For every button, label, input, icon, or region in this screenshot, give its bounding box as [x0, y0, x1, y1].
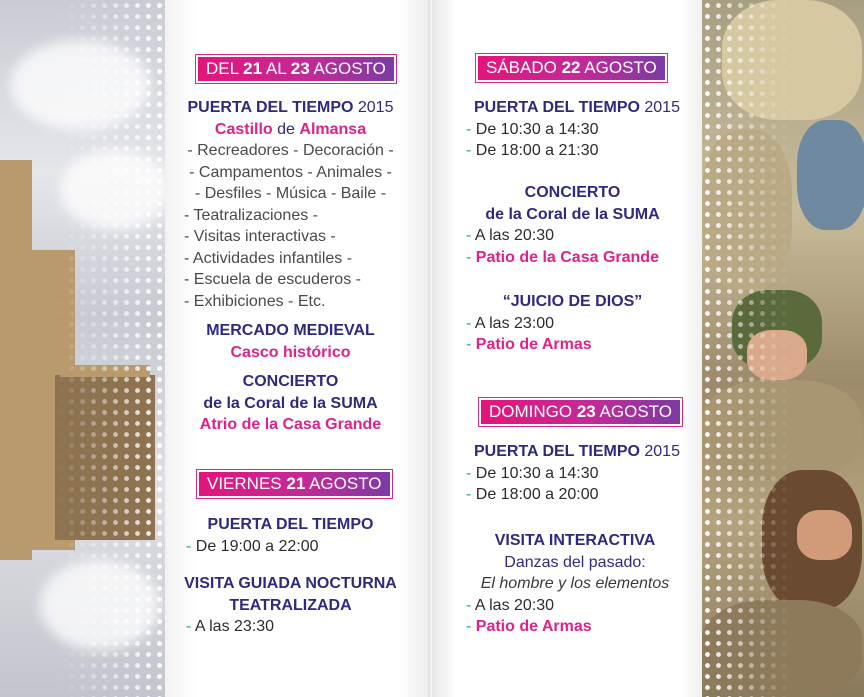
event-tagline: El hombre y los elementos	[480, 575, 670, 592]
event-title: TEATRALIZADA	[229, 596, 352, 614]
event-place: Atrio de la Casa Grande	[199, 416, 382, 433]
activity-item: - Actividades infantiles -	[184, 249, 353, 267]
event-time: De 18:00 a 20:00	[475, 486, 599, 503]
banner-text: AGOSTO	[595, 402, 672, 421]
dash: -	[466, 596, 475, 614]
event-time: A las 23:30	[194, 618, 275, 635]
dash: -	[186, 618, 195, 635]
date-banner-21-23	[198, 57, 394, 81]
banner-day: 21	[286, 474, 306, 493]
dash: -	[466, 120, 476, 138]
activity-item: - Escuela de escuderos -	[184, 271, 361, 288]
event-title: PUERTA DEL TIEMPO	[207, 516, 374, 533]
activity-item: - Recreadores - Decoración -	[187, 142, 394, 159]
event-title: PUERTA DEL TIEMPO	[187, 99, 354, 116]
event-concierto	[168, 371, 413, 436]
dash: -	[466, 248, 476, 266]
event-year: 2015	[639, 443, 680, 460]
event-title: VISITA GUIADA NOCTURNA	[184, 575, 397, 592]
event-time: De 18:00 a 21:30	[475, 142, 599, 159]
activity-item: - Campamentos - Animales -	[189, 163, 392, 181]
event-time: De 10:30 a 14:30	[475, 120, 599, 138]
banner-day: 21	[243, 59, 263, 78]
banner-text: AGOSTO	[305, 474, 382, 493]
dash: -	[466, 618, 476, 635]
place-almansa: Almansa	[299, 120, 367, 138]
dash: -	[466, 142, 476, 159]
castle-photo	[0, 0, 165, 697]
place-castillo: Castillo	[214, 120, 273, 138]
event-title: CONCIERTO	[242, 373, 339, 390]
dash: -	[466, 227, 475, 244]
dash: -	[186, 537, 196, 555]
event-time: De 19:00 a 22:00	[195, 537, 319, 555]
event-puerta-viernes	[168, 514, 413, 557]
dash: -	[466, 336, 476, 353]
event-place: Patio de Armas	[475, 618, 592, 635]
event-year: 2015	[353, 99, 394, 116]
date-banner-viernes	[199, 472, 390, 496]
event-title: PUERTA DEL TIEMPO	[474, 99, 640, 116]
date-banner-domingo	[481, 400, 680, 424]
activity-item: - Exhibiciones - Etc.	[184, 292, 326, 310]
event-place: Casco histórico	[230, 343, 351, 361]
event-visita-guiada	[168, 573, 413, 638]
event-puerta-sabado	[466, 97, 691, 162]
performers-photo	[702, 0, 864, 697]
event-place: Patio de Armas	[475, 336, 592, 353]
event-title: CONCIERTO	[524, 184, 621, 201]
event-time: A las 23:00	[474, 314, 555, 332]
dash: -	[466, 486, 476, 503]
event-puerta-del-tiempo	[168, 97, 413, 312]
activity-item: - Desfiles - Música - Baile -	[194, 185, 387, 202]
banner-day: 23	[576, 402, 596, 421]
banner-text: DEL	[206, 59, 244, 78]
event-place: Patio de la Casa Grande	[475, 248, 659, 266]
banner-text: VIERNES	[207, 474, 287, 493]
dash: -	[466, 464, 476, 482]
event-title: “JUICIO DE DIOS”	[502, 293, 643, 310]
banner-text: SÁBADO	[486, 58, 562, 77]
event-subtitle: de la Coral de la SUMA	[485, 205, 660, 223]
date-banner-sabado	[478, 56, 665, 80]
event-title: MERCADO MEDIEVAL	[206, 322, 375, 339]
activity-item: - Visitas interactivas -	[184, 228, 336, 245]
page-fold	[428, 0, 432, 697]
banner-text: AL	[262, 59, 291, 78]
place-connector: de	[272, 120, 300, 138]
banner-day: 22	[561, 58, 581, 77]
banner-text: DOMINGO	[489, 402, 577, 421]
event-mercado-medieval	[168, 320, 413, 363]
event-time: A las 20:30	[474, 596, 555, 614]
dash: -	[466, 314, 475, 332]
activity-item: - Teatralizaciones -	[184, 206, 318, 224]
banner-text: AGOSTO	[309, 59, 386, 78]
event-time: De 10:30 a 14:30	[475, 464, 599, 482]
event-subtitle: Danzas del pasado:	[504, 553, 646, 571]
event-time: A las 20:30	[474, 227, 555, 244]
event-year: 2015	[639, 99, 680, 116]
event-puerta-domingo	[466, 441, 691, 506]
event-visita-interactiva	[455, 530, 695, 638]
banner-day: 23	[290, 59, 310, 78]
banner-text: AGOSTO	[580, 58, 657, 77]
event-concierto-sabado	[455, 182, 690, 268]
event-juicio-de-dios	[455, 291, 690, 356]
event-title: VISITA INTERACTIVA	[494, 532, 656, 549]
event-subtitle: de la Coral de la SUMA	[203, 394, 378, 412]
event-title: PUERTA DEL TIEMPO	[474, 443, 640, 460]
